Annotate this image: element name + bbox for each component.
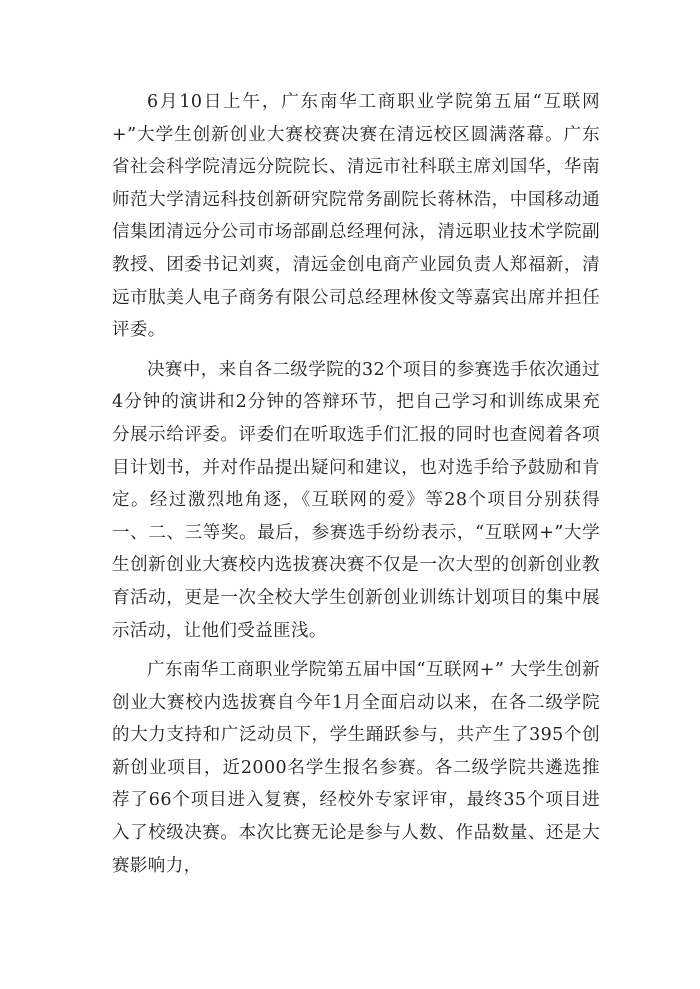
- paragraph-2: 决赛中，来自各二级学院的32个项目的参赛选手依次通过4分钟的演讲和2分钟的答辩环节，把自己学习和训练成果充分展示给评委。评委们在听取选手们汇报的同时也查阅着各项目计划书，并对作品提出疑问和建议，也对选手给予鼓励和肯定。经过激烈地角逐，《互联网的爱》等28个项目分别获得一、二、三等奖。最后，参赛选手纷纷表示，“互联网+”大学生创新创业大赛校内选拔赛决赛不仅是一次大型的创新创业教育活动，更是一次全校大学生创新创业训练计划项目的集中展示活动，让他们受益匪浅。: [112, 359, 600, 641]
- paragraph-3: 广东南华工商职业学院第五届中国“互联网+” 大学生创新创业大赛校内选拔赛自今年1月全面启动以来，在各二级学院的大力支持和广泛动员下，学生踊跃参与，共产生了395个创新创业项目，近2000名学生报名参赛。各二级学院共遴选推荐了66个项目进入复赛，经校外专家评审，最终35个项目进入了校级决赛。本次比赛无论是参与人数、作品数量、还是大赛影响力，: [112, 660, 600, 876]
- paragraph-1: 6月10日上午，广东南华工商职业学院第五届“互联网+”大学生创新创业大赛校赛决赛在清远校区圆满落幕。广东省社会科学院清远分院院长、清远市社科联主席刘国华，华南师范大学清远科技创新研究院常务副院长蒋林浩，中国移动通信集团清远分公司市场部副总经理何泳，清远职业技术学院副教授、团委书记刘爽，清远金创电商产业园负责人郑福新，清远市肽美人电子商务有限公司总经理林俊文等嘉宾出席并担任评委。: [112, 92, 600, 341]
- document-body: [112, 86, 600, 889]
